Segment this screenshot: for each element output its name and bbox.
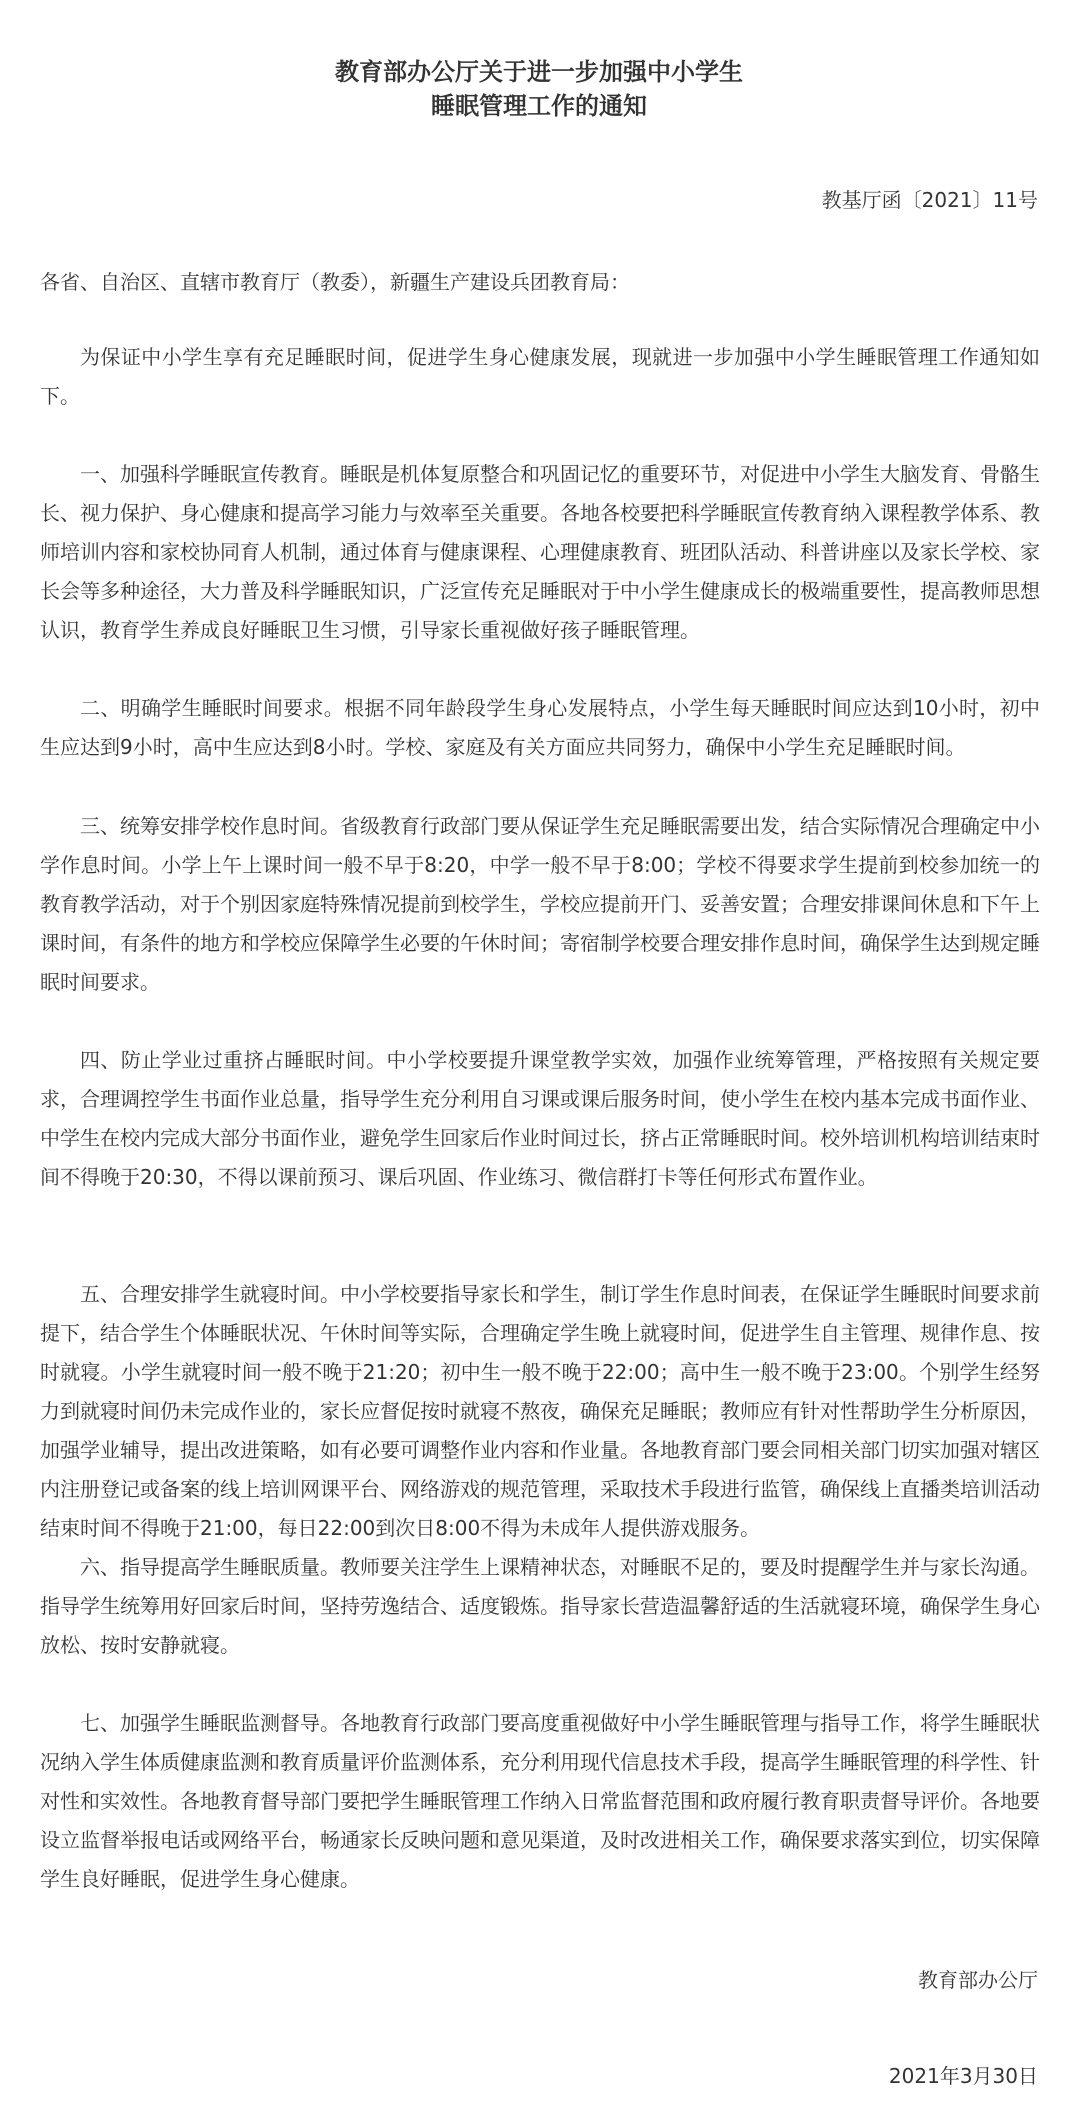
paragraph-3-school-schedule: 三、统筹安排学校作息时间。省级教育行政部门要从保证学生充足睡眠需要出发，结合实际情况合理确定中小学作息时间。小学上午上课时间一般不早于8:20，中学一般不早于8:00；学校不得要求学生提前到校参加统一的教育教学活动，对于个别因家庭特殊情况提前到校学生，学校应提前开门、妥善安置；合理安排课间休息和下午上课时间，有条件的地方和学校应保障学生必要的午休时间；寄宿制学校要合理安排作息时间，确保学生达到规定睡眠时间要求。 <box>40 814 1040 994</box>
paragraph-6-sleep-quality: 六、指导提高学生睡眠质量。教师要关注学生上课精神状态，对睡眠不足的，要及时提醒学生并与家长沟通。指导学生统筹用好回家后时间，坚持劳逸结合、适度锻炼。指导家长营造温馨舒适的生活就寝环境，确保学生身心放松、按时安静就寝。 <box>40 1555 1040 1657</box>
paragraph-4-homework-burden: 四、防止学业过重挤占睡眠时间。中小学校要提升课堂教学实效，加强作业统筹管理，严格按照有关规定要求，合理调控学生书面作业总量，指导学生充分利用自习课或课后服务时间，使小学生在校内基本完成书面作业、中学生在校内完成大部分书面作业，避免学生回家后作业时间过长，挤占正常睡眠时间。校外培训机构培训结束时间不得晚于20:30，不得以课前预习、课后巩固、作业练习、微信群打卡等任何形式布置作业。 <box>40 1048 1040 1189</box>
paragraph-1-sleep-education: 一、加强科学睡眠宣传教育。睡眠是机体复原整合和巩固记忆的重要环节，对促进中小学生大脑发育、骨骼生长、视力保护、身心健康和提高学习能力与效率至关重要。各地各校要把科学睡眠宣传教育纳入课程教学体系、教师培训内容和家校协同育人机制，通过体育与健康课程、心理健康教育、班团队活动、科普讲座以及家长学校、家长会等多种途径，大力普及科学睡眠知识，广泛宣传充足睡眠对于中小学生健康成长的极端重要性，提高教师思想认识，教育学生养成良好睡眠卫生习惯，引导家长重视做好孩子睡眠管理。 <box>40 462 1040 642</box>
document-title-line-1: 教育部办公厅关于进一步加强中小学生 <box>335 58 743 86</box>
paragraph-2-sleep-time-requirement: 二、明确学生睡眠时间要求。根据不同年龄段学生身心发展特点，小学生每天睡眠时间应达到10小时，初中生应达到9小时，高中生应达到8小时。学校、家庭及有关方面应共同努力，确保中小学生充足睡眠时间。 <box>40 696 1040 759</box>
issuer-signature: 教育部办公厅 <box>918 1968 1038 1992</box>
document-title-line-2: 睡眠管理工作的通知 <box>431 92 647 120</box>
issue-date: 2021年3月30日 <box>888 2064 1038 2088</box>
paragraph-intro: 为保证中小学生享有充足睡眠时间，促进学生身心健康发展，现就进一步加强中小学生睡眠管理工作通知如下。 <box>40 345 1040 408</box>
salutation: 各省、自治区、直辖市教育厅（教委），新疆生产建设兵团教育局： <box>40 270 630 294</box>
paragraph-5-bedtime: 五、合理安排学生就寝时间。中小学校要指导家长和学生，制订学生作息时间表，在保证学生睡眠时间要求前提下，结合学生个体睡眠状况、午休时间等实际，合理确定学生晚上就寝时间，促进学生自主管理、规律作息、按时就寝。小学生就寝时间一般不晚于21:20；初中生一般不晚于22:00；高中生一般不晚于23:00。个别学生经努力到就寝时间仍未完成作业的，家长应督促按时就寝不熬夜，确保充足睡眠；教师应有针对性帮助学生分析原因，加强学业辅导，提出改进策略，如有必要可调整作业内容和作业量。各地教育部门要会同相关部门切实加强对辖区内注册登记或备案的线上培训网课平台、网络游戏的规范管理，采取技术手段进行监管，确保线上直播类培训活动结束时间不得晚于21:00，每日22:00到次日8:00不得为未成年人提供游戏服务。 <box>40 1282 1040 1540</box>
document-number: 教基厅函〔2021〕11号 <box>821 188 1038 212</box>
paragraph-7-supervision: 七、加强学生睡眠监测督导。各地教育行政部门要高度重视做好中小学生睡眠管理与指导工作，将学生睡眠状况纳入学生体质健康监测和教育质量评价监测体系，充分利用现代信息技术手段，提高学生睡眠管理的科学性、针对性和实效性。各地教育督导部门要把学生睡眠管理工作纳入日常监督范围和政府履行教育职责督导评价。各地要设立监督举报电话或网络平台，畅通家长反映问题和意见渠道，及时改进相关工作，确保要求落实到位，切实保障学生良好睡眠，促进学生身心健康。 <box>40 1711 1040 1891</box>
